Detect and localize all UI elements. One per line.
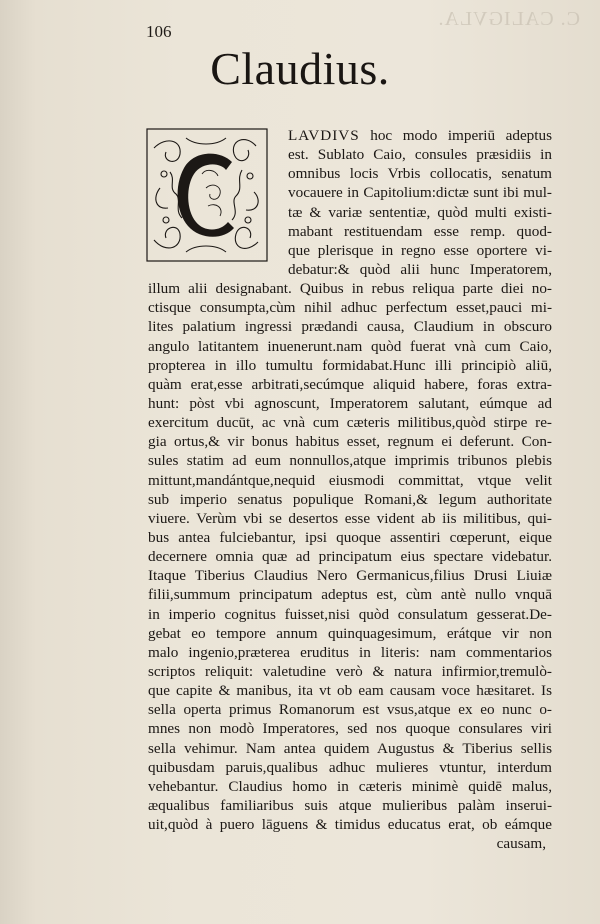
text-line-content: filii,summum principatum adeptus est, cùm antè nullo vnquā [148, 586, 552, 604]
text-line-content: malo ingenio,præterea eruditus in literis: nam commentarios [148, 643, 552, 661]
text-line [148, 317, 552, 336]
text-line [148, 758, 552, 777]
text-line [148, 356, 552, 375]
text-line-content: ctisque consumpta,cùm nihil adhuc perfectum esset,pauci mi- [148, 299, 552, 317]
text-line [148, 337, 552, 356]
text-line [148, 643, 552, 662]
text-line-content: vocauere in Capitolium:dictæ sunt ibi mul- [288, 184, 552, 202]
text-line-content: scriptos reliquit: valetudine verò & natura infirmior,tremulò- [148, 662, 552, 680]
text-line-content: sella vehimur. Nam antea quidem Augustus & Tiberius sellis [148, 739, 552, 757]
text-line [148, 183, 552, 202]
text-line [148, 394, 552, 413]
text-line [148, 815, 552, 834]
text-line-content: quibusdam paruis,qualibus adhuc mulieres vtuntur, interdum [148, 758, 552, 776]
text-line [148, 298, 552, 317]
text-line [148, 203, 552, 222]
text-line [148, 719, 552, 738]
text-line-content: decernere omnia quæ ad principatum eius spectare videbatur. [148, 548, 552, 566]
first-line-rest: hoc modo imperiū adeptus [359, 127, 552, 144]
text-line [148, 605, 552, 624]
text-line [148, 222, 552, 241]
text-line [148, 145, 552, 164]
text-line-content: illum alii designabant. Quibus in rebus reliqua parte diei no- [148, 280, 552, 298]
text-line-content: que plerisque in regno esse oportere vi- [288, 241, 552, 259]
text-line [148, 451, 552, 470]
text-line-content: in imperio cognitus fuisset,nisi quòd consulatum gesserat.De- [148, 605, 552, 623]
bleed-through-text: C. CALIGVLA. [437, 8, 580, 30]
text-line [148, 700, 552, 719]
text-line-content: vehebantur. Claudius homo in cæteris minimè quidē malus, [148, 777, 552, 795]
page-title: Claudius. [210, 43, 390, 94]
text-line-content: que capite & manibus, ita vt ob eam causam voce hæsitaret. Is [148, 682, 552, 700]
text-line-content: æqualibus familiaribus suis atque mulieribus palàm inserui- [148, 796, 552, 814]
text-line-content: exercitum ducūt, ac vnà cum cæteris militibus,quòd stirpe re- [148, 414, 552, 432]
text-line-content: sella operta primus Romanorum est vsus,atque ex eo nunc o- [148, 701, 552, 719]
text-line [148, 585, 552, 604]
text-line-content: propterea in illo tumultu formidabat.Hunc illi principiò aliū, [148, 356, 552, 374]
text-line-content: omnibus locis Vrbis collocatis, senatum [288, 165, 552, 183]
text-line-content: sules statim ad eum nonnullos,atque imprimis tribunos plebis [148, 452, 552, 470]
text-line [148, 164, 552, 183]
text-line-content: gebat eo tempore annum quinquagesimum, erátque vir non [148, 624, 552, 642]
text-line-content: Itaque Tiberius Claudius Nero Germanicus,filius Drusi Liuiæ [148, 567, 552, 585]
text-line [148, 471, 552, 490]
text-line [148, 432, 552, 451]
text-line-content: mittunt,mandántque,nequid eiusmodi committat, vtque velit [148, 471, 552, 489]
text-line [148, 413, 552, 432]
text-line-content: hunt: pòst vbi agnoscunt, Imperatorem salutant, eúmque ad [148, 394, 552, 412]
page-number: 106 [146, 22, 172, 41]
text-line-content: gia ortus,& vir bonus habitus esset, regnum ei deferunt. Con- [148, 433, 552, 451]
text-line-content: uit,quòd à puero lāguens & timidus educatus erat, ob eámque [148, 816, 552, 834]
text-line [148, 777, 552, 796]
text-line-content: mnes non modò Imperatores, sed nos quoque consulares viri [148, 720, 552, 738]
text-line [148, 681, 552, 700]
text-line [148, 375, 552, 394]
text-line-content: angulo latitantem inuenerunt.nam quòd fuerat vnà cum Caio, [148, 337, 552, 355]
text-line [148, 509, 552, 528]
text-line-content: bus antea fulciebantur, ipsi quoque assentiri cœperunt, eique [148, 528, 552, 546]
text-line-content: quàm erat,esse arbitrati,secúmque aliquid habere, foras extra- [148, 375, 552, 393]
text-line-content: lites palatium ingressi prædandi causa, Claudium in obscuro [148, 318, 552, 336]
catchword: causam, [496, 835, 546, 853]
text-line [148, 241, 552, 260]
text-line [148, 260, 552, 279]
text-line [148, 624, 552, 643]
text-line-content: sub imperio senatus populique Romani,& legum authoritate [148, 490, 552, 508]
text-line-content: viuere. Verùm vbi se desertos esse vident ab iis militibus, qui- [148, 509, 552, 527]
text-line-1 [148, 126, 552, 145]
text-line [148, 739, 552, 758]
text-line [148, 279, 552, 298]
text-line [148, 662, 552, 681]
text-line-content: mabant restituendam esse remp. quod- [288, 222, 552, 240]
text-line [148, 566, 552, 585]
text-line [148, 490, 552, 509]
text-line-content: est. Sublato Caio, consules præsidiis in [288, 146, 552, 164]
initial-word: LAVDIVS [288, 127, 360, 144]
text-line-content: debatur:& quòd alii hunc Imperatorem, [288, 260, 552, 278]
text-line [148, 796, 552, 815]
main-text [148, 126, 552, 853]
text-line-content: tæ & variæ sententiæ, quòd multi existi- [288, 203, 552, 221]
text-line [148, 528, 552, 547]
text-line [148, 547, 552, 566]
